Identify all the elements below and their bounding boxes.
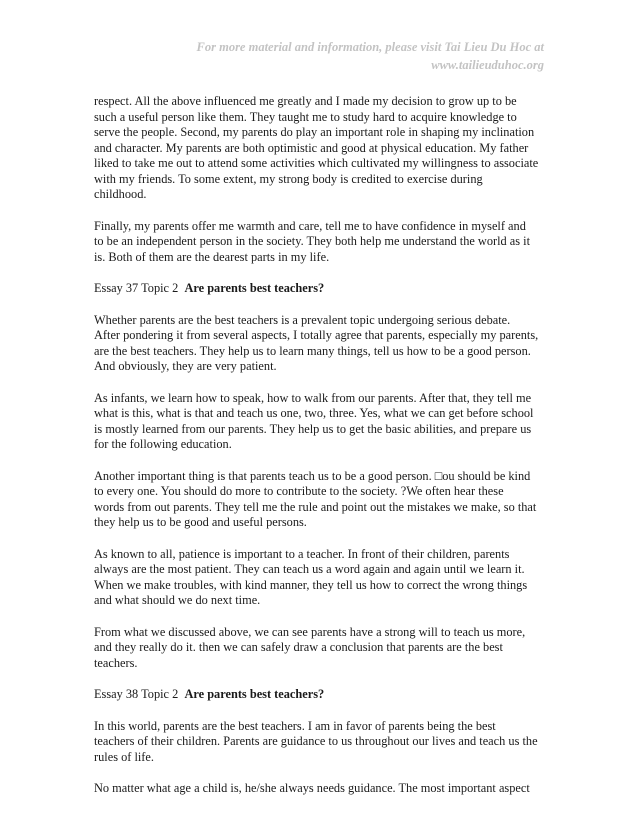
essay-heading: [94, 687, 554, 703]
text-line: teachers.: [94, 655, 138, 670]
text-line: Another important thing is that parents teach us to be a good person. □ou should be kind: [94, 468, 531, 483]
text-line: what is this, what is that and teach us one, two, three. Yes, what we can get before school: [94, 406, 534, 420]
text-line: to every one. You should do more to contribute to the society. ?We often hear these: [94, 484, 504, 498]
paragraph: [94, 313, 554, 375]
text-line: are the best teachers. They help us to learn many things, tell us how to be a good person.: [94, 343, 531, 358]
page-header: [124, 38, 544, 74]
paragraph: [94, 781, 554, 797]
text-line: such a useful person like them. They taught me to study hard to acquire knowledge to: [94, 109, 517, 124]
paragraph: [94, 391, 554, 453]
text-line: Whether parents are the best teachers is a prevalent topic undergoing serious debate.: [94, 312, 511, 327]
text-line: rules of life.: [94, 749, 154, 764]
text-line: In this world, parents are the best teachers. I am in favor of parents being the best: [94, 718, 496, 733]
text-line: and what should we do next time.: [94, 593, 261, 607]
essay-heading: [94, 281, 554, 297]
header-line-2: www.tailieuduhoc.org: [431, 58, 544, 72]
paragraph: [94, 94, 554, 203]
text-line: No matter what age a child is, he/she always needs guidance. The most important aspect: [94, 781, 530, 795]
text-line: words from out parents. They tell me the rule and point out the mistakes we make, so that: [94, 499, 537, 514]
text-line: After pondering it from several aspects, I totally agree that parents, especially my parents,: [94, 328, 539, 342]
document-body: [94, 94, 554, 813]
paragraph: [94, 719, 554, 766]
paragraph: [94, 625, 554, 672]
paragraph: [94, 547, 554, 609]
text-line: and they really do it. then we can safely draw a conclusion that parents are the best: [94, 640, 503, 654]
paragraph: [94, 219, 554, 266]
text-line: is. Both of them are the dearest parts in my life.: [94, 249, 330, 264]
text-line: for the following education.: [94, 437, 232, 451]
text-line: serve the people. Second, my parents do play an important role in shaping my inclination: [94, 125, 535, 139]
essay-prefix: Essay 38 Topic 2: [94, 687, 179, 701]
text-line: liked to take me out to attend some activities which cultivated my willingness to associate: [94, 156, 539, 170]
paragraph: [94, 469, 554, 531]
text-line: childhood.: [94, 187, 147, 201]
text-line: they help us to be good and useful persons.: [94, 515, 307, 529]
essay-title: Are parents best teachers?: [184, 281, 325, 295]
text-line: is mostly learned from our parents. They help us to get the basic abilities, and prepare us: [94, 421, 532, 436]
text-line: As known to all, patience is important to a teacher. In front of their children, parents: [94, 546, 510, 561]
text-line: to be an independent person in the society. They both help me understand the world as it: [94, 234, 531, 248]
text-line: respect. All the above influenced me greatly and I made my decision to grow up to be: [94, 94, 517, 108]
essay-prefix: Essay 37 Topic 2: [94, 281, 179, 295]
text-line: with my friends. To some extent, my strong body is credited to exercise during: [94, 171, 483, 186]
essay-title: Are parents best teachers?: [184, 687, 325, 701]
text-line: And obviously, they are very patient.: [94, 359, 277, 373]
text-line: From what we discussed above, we can see parents have a strong will to teach us more,: [94, 624, 526, 639]
text-line: As infants, we learn how to speak, how to walk from our parents. After that, they tell me: [94, 390, 532, 405]
text-line: teachers of their children. Parents are guidance to us throughout our lives and teach us the: [94, 734, 538, 748]
text-line: and character. My parents are both optimistic and good at physical education. My father: [94, 140, 529, 155]
header-line-1: For more material and information, please visit Tai Lieu Du Hoc at: [196, 40, 544, 54]
text-line: Finally, my parents offer me warmth and care, tell me to have confidence in myself and: [94, 218, 526, 233]
text-line: When we make troubles, with kind manner, they tell us how to correct the wrong things: [94, 577, 528, 592]
text-line: always are the most patient. They can teach us a word again and again until we learn it.: [94, 562, 525, 576]
